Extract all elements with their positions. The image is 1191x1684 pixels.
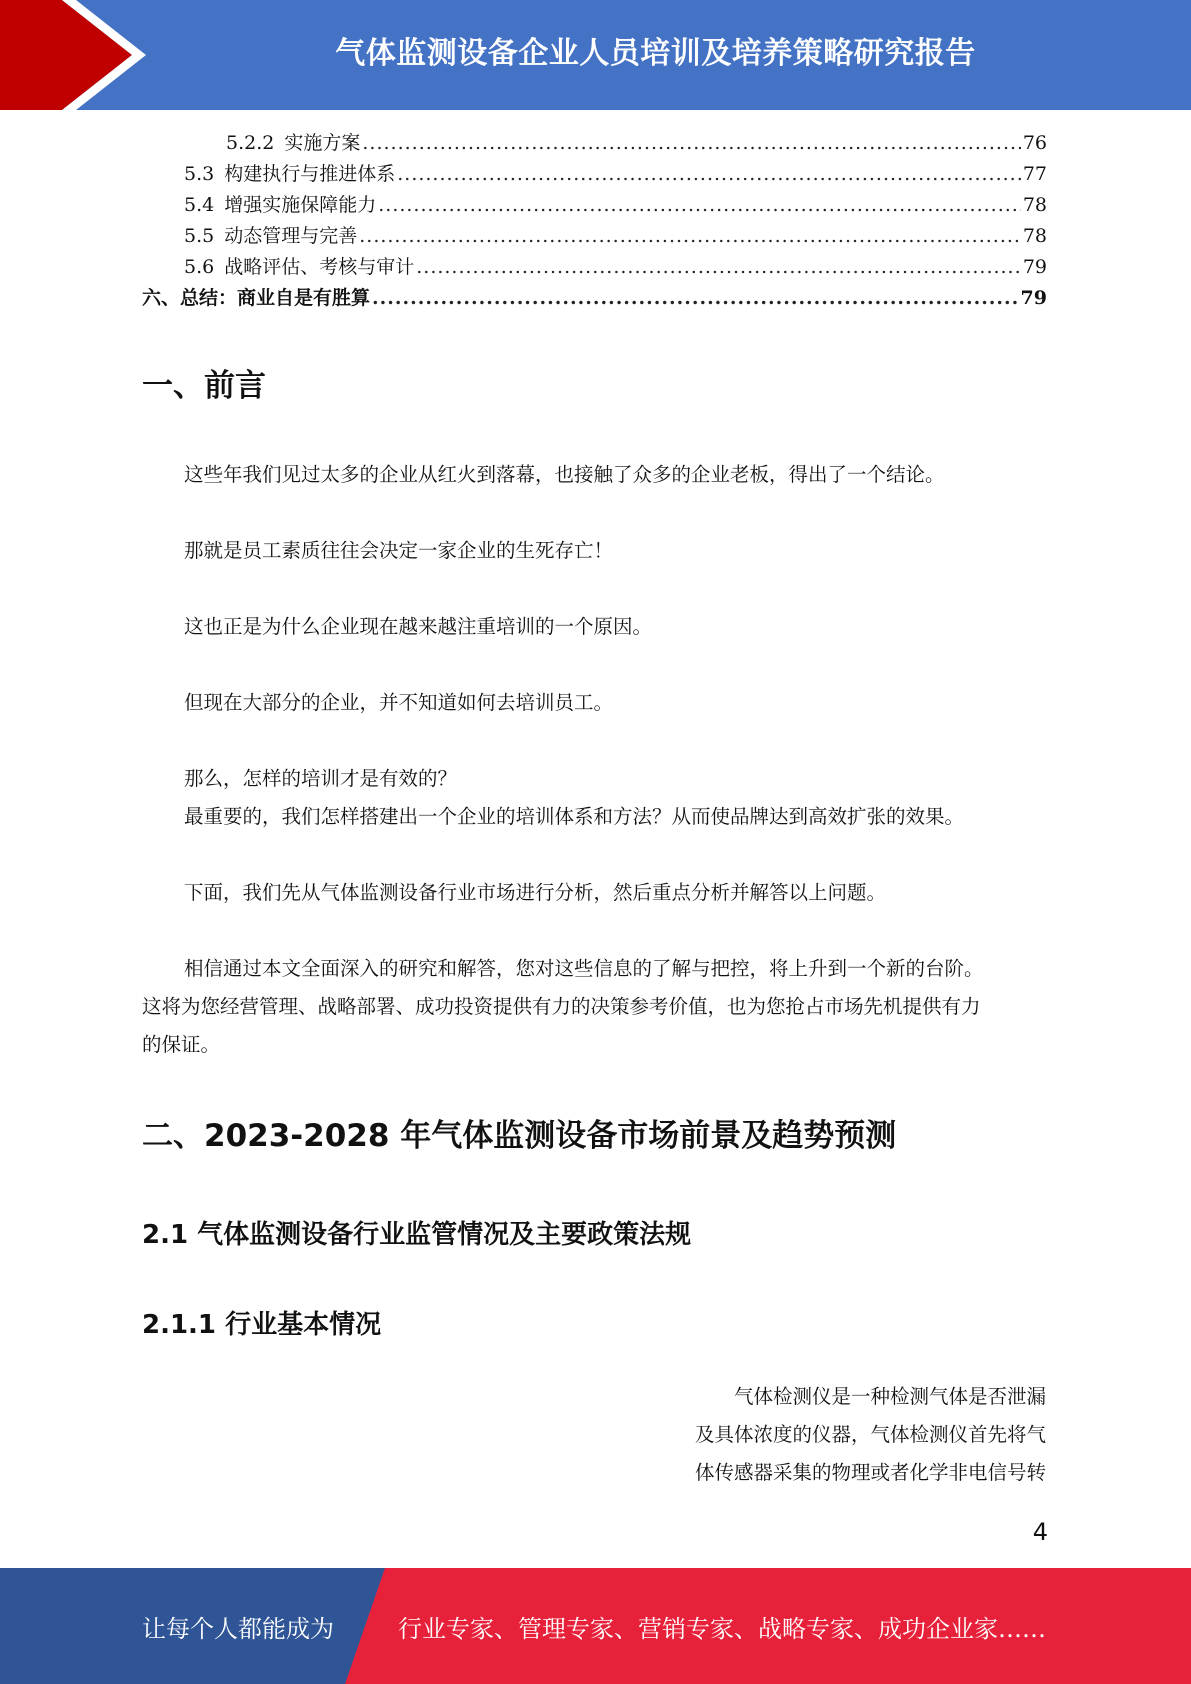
section-heading-preface: 一、前言: [142, 368, 266, 404]
toc-leader-dots: [416, 256, 1021, 278]
toc-entry-number: 5.6: [184, 256, 215, 278]
paragraph-line: 这些年我们见过太多的企业从红火到落幕，也接触了众多的企业老板，得出了一个结论。: [184, 463, 945, 486]
section-heading-market-outlook: 二、2023-2028 年气体监测设备市场前景及趋势预测: [142, 1118, 897, 1154]
toc-entry-page: 79: [1022, 256, 1047, 278]
toc-entry-label: 六、总结：商业自是有胜算: [142, 287, 371, 309]
toc-entry-5-2-2[interactable]: [142, 128, 1047, 159]
paragraph-line: 相信通过本文全面深入的研究和解答，您对这些信息的了解与把控，将上升到一个新的台阶。: [184, 957, 984, 980]
toc-entry-page: 76: [1022, 132, 1047, 154]
toc-entry-chapter-6[interactable]: [142, 283, 1047, 314]
toc-entry-label: 构建执行与推进体系: [224, 163, 396, 185]
paragraph-line: 及具体浓度的仪器，气体检测仪首先将气: [694, 1423, 1046, 1446]
toc-leader-dots: [397, 163, 1021, 185]
footer-slogan-right: 行业专家、管理专家、营销专家、战略专家、成功企业家……: [398, 1614, 1046, 1643]
header-arrow-decoration: [0, 0, 160, 110]
table-of-contents: [142, 128, 1047, 314]
paragraph-line: 这也正是为什么企业现在越来越注重培训的一个原因。: [184, 615, 653, 638]
toc-entry-5-6[interactable]: [142, 252, 1047, 283]
paragraph: [142, 874, 1047, 912]
toc-leader-dots: [359, 225, 1021, 247]
toc-entry-label: 动态管理与完善: [224, 225, 358, 247]
paragraph: [142, 950, 1047, 1064]
footer-slogan-left: 让每个人都能成为: [142, 1614, 334, 1643]
paragraph-line: 下面，我们先从气体监测设备行业市场进行分析，然后重点分析并解答以上问题。: [184, 881, 887, 904]
paragraph-line: 气体检测仪是一种检测气体是否泄漏: [733, 1385, 1046, 1408]
toc-entry-number: 5.3: [184, 163, 215, 185]
page-number: 4: [1032, 1518, 1048, 1546]
paragraph-line: 的保证。: [142, 1033, 221, 1056]
toc-entry-page: 78: [1022, 194, 1047, 216]
paragraph-line: 这将为您经营管理、战略部署、成功投资提供有力的决策参考价值，也为您抢占市场先机提供有力: [142, 995, 981, 1018]
subsection-heading-2-1: 2.1 气体监测设备行业监管情况及主要政策法规: [142, 1220, 692, 1250]
toc-entry-5-3[interactable]: [142, 159, 1047, 190]
toc-entry-page: 79: [1020, 287, 1047, 309]
toc-entry-number: 5.2.2: [226, 132, 275, 154]
toc-leader-dots: [378, 194, 1021, 216]
paragraph-line: 但现在大部分的企业，并不知道如何去培训员工。: [184, 691, 614, 714]
toc-entry-page: 78: [1022, 225, 1047, 247]
page-header: [0, 0, 1191, 110]
paragraph: [142, 760, 1047, 836]
paragraph-line: 体传感器采集的物理或者化学非电信号转: [694, 1461, 1046, 1484]
report-title: 气体监测设备企业人员培训及培养策略研究报告: [335, 36, 976, 71]
paragraph: [142, 684, 1047, 722]
paragraph-line: 最重要的，我们怎样搭建出一个企业的培训体系和方法？从而使品牌达到高效扩张的效果。: [184, 805, 965, 828]
toc-entry-5-5[interactable]: [142, 221, 1047, 252]
toc-entry-number: 5.5: [184, 225, 215, 247]
subsection-heading-2-1-1: 2.1.1 行业基本情况: [142, 1310, 382, 1340]
paragraph-line: 那么，怎样的培训才是有效的？: [184, 767, 458, 790]
paragraph: [142, 456, 1047, 494]
toc-leader-dots: [372, 287, 1019, 309]
toc-entry-number: 5.4: [184, 194, 215, 216]
toc-leader-dots: [362, 132, 1020, 154]
toc-entry-5-4[interactable]: [142, 190, 1047, 221]
paragraph: [142, 532, 1047, 570]
page-footer: [0, 1568, 1191, 1684]
toc-entry-label: 增强实施保障能力: [224, 194, 377, 216]
toc-entry-page: 77: [1022, 163, 1047, 185]
paragraph-line: 那就是员工素质往往会决定一家企业的生死存亡！: [184, 539, 614, 562]
right-aligned-paragraph: [626, 1378, 1046, 1492]
paragraph: [142, 608, 1047, 646]
toc-entry-label: 战略评估、考核与审计: [224, 256, 415, 278]
toc-entry-label: 实施方案: [284, 132, 361, 154]
